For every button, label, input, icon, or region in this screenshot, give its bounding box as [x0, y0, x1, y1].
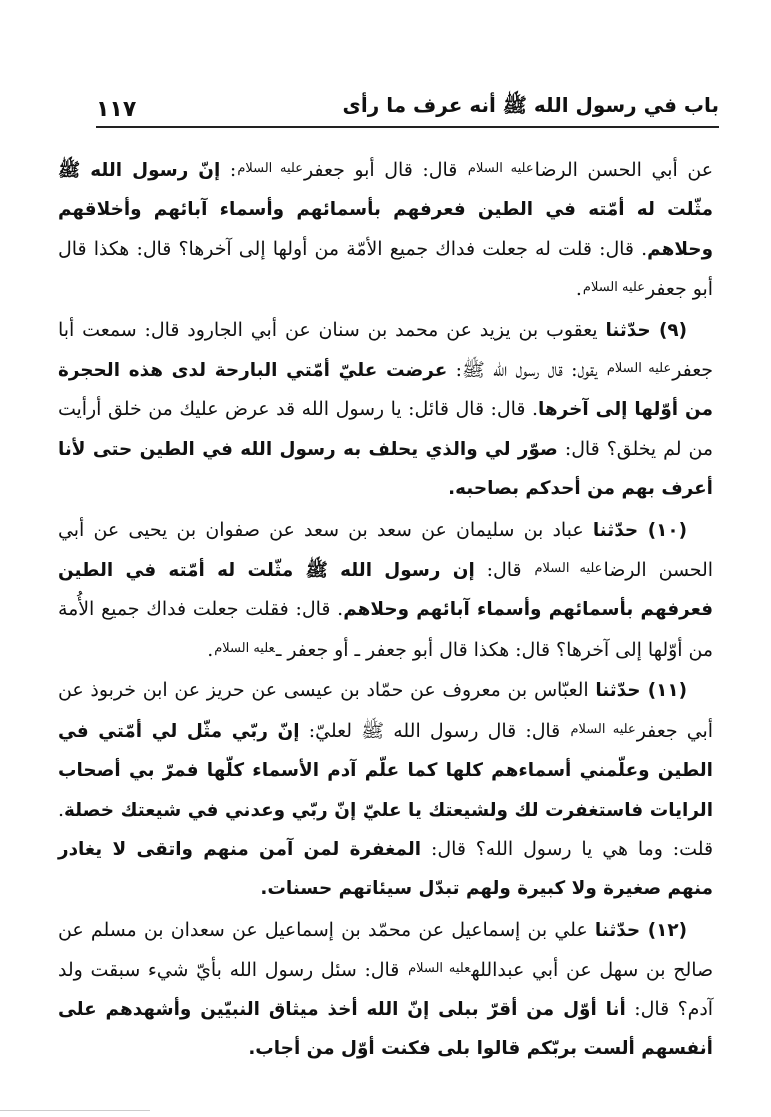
- narration-text: . قال: قال قائل: يا رسول الله قد عرض عليك من خلق أرأيت من لم يخلق؟ قال:: [58, 398, 714, 460]
- chapter-title: باب في رسول الله ﷺ أنه عرف ما رأى: [342, 93, 719, 117]
- hadith-text-bold: (٩) حدّثنا: [605, 319, 687, 341]
- narration-text: العبّاس بن معروف عن حمّاد بن عيسى عن حريز عن ابن خربوذ عن أبي جعفر: [58, 679, 714, 742]
- paragraph: [58, 150, 713, 309]
- page-number: ١١٧: [96, 97, 137, 122]
- footer-rule: [0, 1110, 150, 1111]
- narration-text: .: [575, 278, 582, 301]
- narration-text: يقول: قال رسول الله ﷺ:: [447, 359, 606, 382]
- honorific-glyph: عليه السلام: [408, 961, 471, 977]
- narration-text: قال: قال رسول الله ﷺ لعليّ:: [299, 719, 570, 742]
- narration-text: قال:: [474, 559, 534, 582]
- honorific-glyph: عليه السلام: [534, 561, 603, 577]
- honorific-glyph: عليه السلام: [606, 361, 672, 377]
- hadith-text-bold: أنا أوّل من أقرّ ببلى إنّ الله أخذ ميثاق النبيّين وأشهدهم على أنفسهم ألست بربّكم قالوا بلى فكنت أوّل من أجاب.: [58, 998, 713, 1059]
- hadith-text-bold: إنّ ربّي مثّل لي أمّتي في الطين وعلّمني أسماءهم كلها كما علّم آدم الأسماء كلّها فمرّ بي أصحاب الرايات فاستغفرت لك ولشيعتك يا عليّ إنّ ربّي وعدني في شيعتك خصلة: [58, 720, 713, 821]
- narration-text: . قلت: وما هي يا رسول الله؟ قال:: [58, 798, 713, 860]
- narration-text: . قال: فقلت جعلت فداك جميع الأُمة من أوّلها إلى آخرها؟ قال: هكذا قال أبو جعفر ـ أو جعفر ـ: [58, 598, 713, 661]
- paragraph: [58, 311, 713, 509]
- honorific-glyph: عليه السلام: [467, 161, 534, 176]
- narration-text: علي بن إسماعيل عن محمّد بن إسماعيل عن سعدان بن مسلم عن صالح بن سهل عن أبي عبدالله: [58, 918, 714, 982]
- narration-text: .: [207, 638, 214, 661]
- honorific-glyph: عليه السلام: [214, 640, 275, 656]
- narration-text: قال: سئل رسول الله بأيّ شيء سبقت ولد آدم؟ قال:: [58, 959, 713, 1020]
- honorific-glyph: عليه السلام: [237, 161, 303, 176]
- paragraph: [58, 671, 713, 908]
- narration-text: عباد بن سليمان عن سعد بن سعد عن صفوان بن يحيى عن أبي الحسن الرضا: [58, 518, 713, 582]
- hadith-text-bold: (١٢) حدّثنا: [594, 919, 687, 941]
- paragraph: [58, 911, 713, 1069]
- hadith-text-bold: إن رسول الله ﷺ مثّلت له أمّته في الطين فعرفهم بأسمائهم وأسماء آبائهم وحلاهم: [58, 560, 713, 621]
- page-header: [96, 88, 719, 128]
- hadith-text-bold: صوّر لي والذي يحلف به رسول الله في الطين حتى لأنا أعرف بهم من أحدكم بصاحبه.: [58, 438, 713, 500]
- narration-text: يعقوب بن يزيد عن محمد بن سنان عن أبي الجارود قال: سمعت أبا جعفر: [58, 318, 713, 382]
- paragraph: [58, 511, 713, 670]
- narration-text: . قال: قلت له جعلت فداك جميع الأمّة من أولها إلى آخرها؟ قال: هكذا قال أبو جعفر: [58, 237, 713, 301]
- hadith-text-bold: (١١) حدّثنا: [595, 680, 687, 702]
- narration-text: قال: قال أبو جعفر: [304, 159, 467, 181]
- honorific-glyph: عليه السلام: [570, 721, 636, 737]
- hadith-text-bold: المغفرة لمن آمن منهم واتقى لا يغادر منهم صغيرة ولا كبيرة ولهم تبدّل سيئاتهم حسنات.: [58, 838, 713, 900]
- narration-text: عن أبي الحسن الرضا: [534, 159, 714, 181]
- hadith-text-bold: إنّ رسول الله ﷺ مثّلت له أمّته في الطين فعرفهم بأسمائهم وأسماء آبائهم وأخلاقهم وحلاهم: [58, 160, 713, 260]
- hadith-text-bold: (١٠) حدّثنا: [592, 519, 687, 541]
- honorific-glyph: عليه السلام: [582, 280, 645, 296]
- page-body: [58, 150, 713, 1070]
- hadith-text-bold: عرضت عليّ أمّتي البارحة لدى هذه الحجرة من أوّلها إلى آخرها: [58, 360, 713, 421]
- narration-text: :: [220, 159, 237, 181]
